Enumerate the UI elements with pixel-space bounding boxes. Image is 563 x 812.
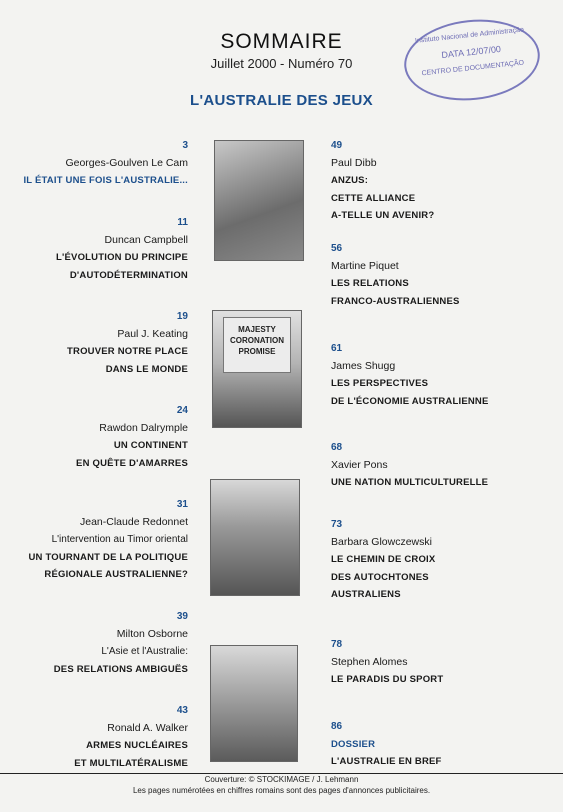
toc-entry[interactable]: 11 Duncan Campbell L'ÉVOLUTION DU PRINCIPE D'AUTODÉTERMINATION [56,217,188,281]
photo-athlete [210,645,298,762]
cover-credit: Couverture: © STOCKIMAGE / J. Lehmann [204,775,359,784]
footer-note: Les pages numérotées en chiffres romains sont des pages d'annonces publicitaires. [132,786,431,795]
toc-entry[interactable]: 24 Rawdon Dalrymple UN CONTINENT EN QUÊTE D'AMARRES [76,405,188,469]
theme-heading: L'AUSTRALIE DES JEUX [190,92,373,109]
page-title: SOMMAIRE [220,30,343,53]
toc-entry[interactable]: 56 Martine Piquet LES RELATIONS FRANCO-AUSTRALIENNES [331,243,460,307]
toc-entry[interactable]: 31 Jean-Claude Redonnet L'intervention au Timor oriental UN TOURNANT DE LA POLITIQUE RÉGIONALE AUSTRALIENNE? [28,499,188,580]
issue-label: Juillet 2000 - Numéro 70 [210,56,353,71]
toc-entry[interactable]: 49 Paul Dibb ANZUS: CETTE ALLIANCE A-TELLE UN AVENIR? [331,140,435,221]
toc-entry[interactable]: 61 James Shugg LES PERSPECTIVES DE L'ÉCONOMIE AUSTRALIENNE [331,343,489,407]
toc-entry[interactable]: 43 Ronald A. Walker ARMES NUCLÉAIRES ET MULTILATÉRALISME [74,705,188,769]
toc-entry[interactable]: 39 Milton Osborne L'Asie et l'Australie: DES RELATIONS AMBIGUËS [53,611,188,675]
toc-entry[interactable]: 68 Xavier Pons UNE NATION MULTICULTURELLE [331,442,489,488]
toc-entry[interactable]: 19 Paul J. Keating TROUVER NOTRE PLACE DANS LE MONDE [67,311,188,375]
toc-entry[interactable]: 86 DOSSIER L'AUSTRALIE EN BREF [331,721,442,767]
footer-divider [0,773,563,774]
photo-city-mask [210,479,300,596]
photo-protest-crowd [212,310,302,428]
library-stamp: Instituto Nacional de Administração DATA 12/07/00 CENTRO DE DOCUMENTAÇÃO [400,13,544,107]
protest-sign: MAJESTY CORONATION PROMISE [223,317,291,373]
toc-entry[interactable]: 78 Stephen Alomes LE PARADIS DU SPORT [331,639,444,685]
toc-entry[interactable]: 73 Barbara Glowczewski LE CHEMIN DE CROIX DES AUTOCHTONES AUSTRALIENS [331,519,436,600]
illustration-engraving [214,140,304,261]
toc-entry[interactable]: 3 Georges-Goulven Le Cam IL ÉTAIT UNE FOIS L'AUSTRALIE... [23,140,188,186]
